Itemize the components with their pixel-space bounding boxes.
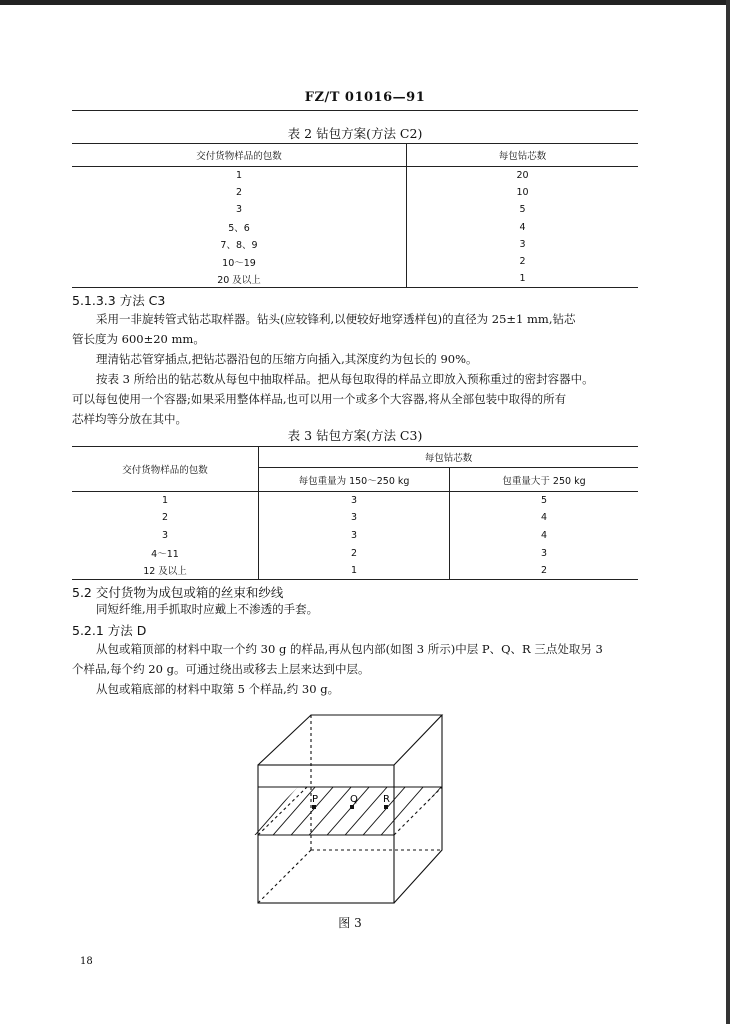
paragraph-line: 可以每包使用一个容器;如果采用整体样品,也可以用一个或多个大容器,将从全部包装中取得的所有 — [72, 392, 567, 406]
point-p-marker — [312, 805, 316, 809]
figure-3-bale-diagram — [250, 710, 450, 910]
table3-header-row-1 — [72, 447, 638, 468]
paragraph-line: 理清钻芯管穿插点,把钻芯器沿包的压缩方向插入,其深度约为包长的 90%。 — [96, 352, 478, 366]
point-q-marker — [350, 805, 354, 809]
table2-cell-cores: 3 — [519, 238, 526, 250]
table3-cell-cores-150-250: 3 — [259, 509, 450, 527]
paragraph-line: 从包或箱底部的材料中取第 5 个样品,约 30 g。 — [96, 682, 340, 696]
table2-cell-bales: 10～19 — [72, 253, 407, 270]
table-row — [72, 509, 638, 527]
table3 — [72, 446, 638, 580]
table-row — [72, 253, 638, 270]
table3-header-bales: 交付货物样品的包数 — [72, 447, 259, 492]
table3-cell-cores-150-250: 2 — [259, 544, 450, 562]
section-5-1-3-3-body — [72, 309, 652, 429]
paragraph-line: 从包或箱顶部的材料中取一个约 30 g 的样品,再从包内部(如图 3 所示)中层 P、Q、R 三点处取另 3 — [96, 642, 603, 656]
paragraph-line: 个样品,每个约 20 g。可通过绕出或移去上层来达到中层。 — [72, 662, 370, 676]
table-row — [72, 270, 638, 287]
table2-cell-cores: 20 — [516, 169, 529, 181]
table2 — [72, 143, 638, 288]
standard-number: FZ/T 01016—91 — [304, 90, 426, 105]
table-row — [72, 184, 638, 201]
point-p-label: P — [312, 794, 319, 805]
table2-cell-bales: 20 及以上 — [72, 270, 407, 287]
table2-cell-cores: 4 — [519, 221, 526, 233]
table3-cell-cores-150-250: 3 — [259, 527, 450, 545]
table-row — [72, 167, 638, 184]
table2-cell-bales: 1 — [72, 167, 407, 184]
table2-header-bales: 交付货物样品的包数 — [72, 144, 407, 167]
table3-header-weight-over-250: 包重量大于 250 kg — [450, 468, 639, 492]
paragraph-line: 芯样均等分放在其中。 — [72, 412, 187, 426]
page-number: 18 — [80, 956, 93, 967]
point-q-label: Q — [350, 794, 358, 805]
table-row — [72, 201, 638, 218]
table3-cell-cores-over-250: 4 — [540, 512, 548, 524]
right-face — [394, 715, 442, 903]
table3-cell-bales: 12 及以上 — [72, 562, 259, 580]
paragraph-line: 采用一非旋转管式钻芯取样器。钻头(应较锋利,以便较好地穿透样包)的直径为 25±1 mm,钻芯 — [96, 312, 576, 326]
middle-layer-hatching — [250, 770, 450, 850]
section-5-2-body: 同短纤维,用手抓取时应戴上不渗透的手套。 — [96, 602, 319, 616]
table3-cell-cores-150-250: 1 — [259, 562, 450, 580]
table-row — [72, 527, 638, 545]
hidden-left-bottom-edge — [258, 850, 311, 903]
section-heading-5-2: 5.2 交付货物为成包或箱的丝束和纱线 — [72, 585, 284, 600]
section-heading-5-2-1: 5.2.1 方法 D — [72, 623, 147, 638]
scan-edge-right — [726, 0, 730, 1024]
point-r-label: R — [383, 794, 390, 805]
middle-layer-left-dashed — [258, 787, 307, 835]
table2-cell-bales: 3 — [72, 201, 407, 218]
table3-cell-cores-over-250: 3 — [540, 547, 548, 559]
table2-cell-cores: 1 — [519, 273, 526, 285]
point-r-marker — [384, 805, 388, 809]
table2-cell-cores: 5 — [519, 204, 526, 216]
paragraph-line: 按表 3 所给出的钻芯数从每包中抽取样品。把从每包取得的样品立即放入预称重过的密封容器中。 — [96, 372, 594, 386]
section-5-2-1-body — [72, 639, 652, 699]
table3-cell-bales: 2 — [72, 509, 259, 527]
table3-cell-bales: 1 — [72, 492, 259, 510]
table2-header-cores: 每包钻芯数 — [498, 151, 547, 162]
table3-cell-cores-150-250: 3 — [259, 492, 450, 510]
table-row — [72, 562, 638, 580]
table-row — [72, 218, 638, 235]
table3-cell-cores-over-250: 5 — [540, 495, 548, 507]
section-heading-5-1-3-3: 5.1.3.3 方法 C3 — [72, 293, 166, 308]
figure-3-caption: 图 3 — [338, 916, 362, 930]
table3-cell-bales: 3 — [72, 527, 259, 545]
table2-cell-bales: 7、8、9 — [72, 236, 407, 253]
table2-header-row — [72, 144, 638, 167]
table2-cell-cores: 2 — [519, 256, 526, 268]
table3-header-weight-150-250: 每包重量为 150～250 kg — [259, 468, 450, 492]
table3-cell-cores-over-250: 2 — [540, 564, 548, 576]
table2-caption: 表 2 钻包方案(方法 C2) — [287, 126, 423, 141]
table2-cell-cores: 10 — [516, 186, 529, 198]
scan-edge-top — [0, 0, 730, 5]
table-row — [72, 544, 638, 562]
table3-cell-bales: 4～11 — [72, 544, 259, 562]
top-face — [258, 715, 442, 765]
table3-header-cores-group: 每包钻芯数 — [259, 447, 639, 468]
table3-caption: 表 3 钻包方案(方法 C3) — [287, 428, 423, 443]
table-row — [72, 236, 638, 253]
table3-cell-cores-over-250: 4 — [540, 529, 548, 541]
paragraph-line: 管长度为 600±20 mm。 — [72, 332, 205, 346]
table-row — [72, 492, 638, 510]
header-rule — [72, 110, 638, 111]
table2-cell-bales: 5、6 — [72, 218, 407, 235]
table2-cell-bales: 2 — [72, 184, 407, 201]
front-face — [258, 765, 394, 903]
